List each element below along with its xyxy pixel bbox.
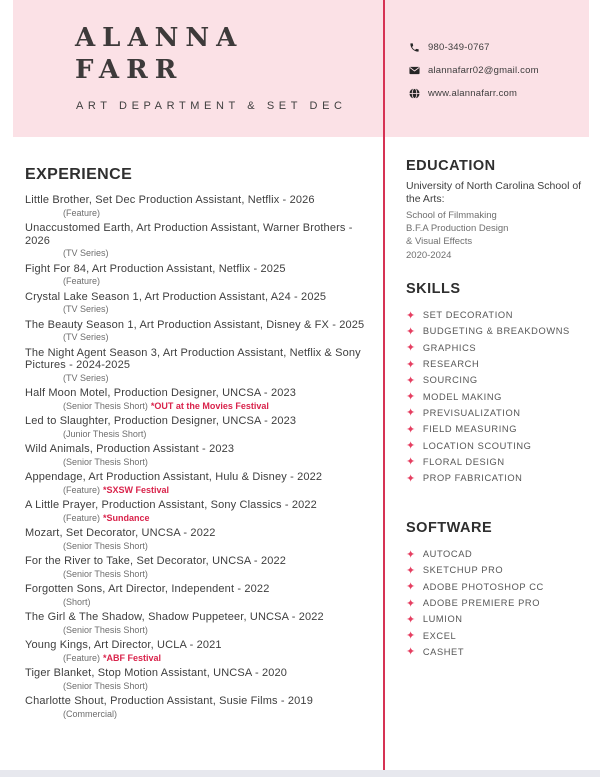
contact-block xyxy=(409,39,539,108)
experience-type-label: (TV Series) xyxy=(63,332,109,342)
software-item xyxy=(406,562,590,578)
experience-item xyxy=(25,443,377,468)
contact-phone xyxy=(409,39,539,55)
experience-type xyxy=(63,276,377,287)
software-label: CASHET xyxy=(422,646,465,657)
education-school: University of North Carolina School of the Arts: xyxy=(406,180,582,205)
skill-label: MODEL MAKING xyxy=(422,391,503,402)
sparkle-bullet-icon: ✦ xyxy=(406,645,416,659)
experience-title: Forgotten Sons, Art Director, Independent - 2022 xyxy=(25,583,270,595)
sparkle-bullet-icon: ✦ xyxy=(406,341,416,355)
skill-label: SET DECORATION xyxy=(422,310,514,321)
experience-title: Half Moon Motel, Production Designer, UNCSA - 2023 xyxy=(25,387,297,399)
software-label: EXCEL xyxy=(422,630,457,641)
experience-type-label: (TV Series) xyxy=(63,372,109,383)
experience-title: Young Kings, Art Director, UCLA - 2021 xyxy=(25,639,222,651)
skill-item xyxy=(406,454,590,470)
experience-item xyxy=(25,583,377,608)
experience-title: Charlotte Shout, Production Assistant, Susie Films - 2019 xyxy=(25,695,313,707)
experience-title: Crystal Lake Season 1, Art Production Assistant, A24 - 2025 xyxy=(25,290,327,303)
skill-item xyxy=(406,437,590,453)
experience-type-label: (Short) xyxy=(63,596,91,607)
experience-title: The Night Agent Season 3, Art Production Assistant, Netflix & Sony Pictures - 2024-2025 xyxy=(25,346,361,371)
experience-festival-note: *OUT at the Movies Festival xyxy=(150,400,269,411)
experience-type-label: (Feature) xyxy=(63,484,101,495)
experience-list xyxy=(25,194,377,720)
experience-type xyxy=(63,653,377,664)
skills-list xyxy=(406,307,590,486)
sparkle-bullet-icon: ✦ xyxy=(406,629,416,643)
experience-item xyxy=(25,387,377,412)
skill-label: GRAPHICS xyxy=(422,342,477,353)
experience-type-label: (Senior Thesis Short) xyxy=(63,568,148,579)
sparkle-bullet-icon: ✦ xyxy=(406,406,416,420)
experience-festival-note: *ABF Festival xyxy=(103,652,162,663)
contact-email xyxy=(409,62,539,78)
experience-item xyxy=(25,291,377,316)
education-detail-line: School of Filmmaking xyxy=(406,210,497,221)
software-label: SKETCHUP PRO xyxy=(422,565,504,576)
sparkle-bullet-icon: ✦ xyxy=(406,357,416,371)
experience-title: For the River to Take, Set Decorator, UNCSA - 2022 xyxy=(25,555,287,567)
software-label: LUMION xyxy=(422,614,463,625)
experience-title: Appendage, Art Production Assistant, Hulu & Disney - 2022 xyxy=(25,471,323,483)
skill-item xyxy=(406,307,590,323)
experience-title: The Beauty Season 1, Art Production Assistant, Disney & FX - 2025 xyxy=(25,318,365,331)
experience-type xyxy=(63,681,377,692)
experience-heading: EXPERIENCE xyxy=(25,166,133,183)
experience-type xyxy=(63,625,377,636)
experience-festival-note: *Sundance xyxy=(103,512,150,523)
experience-item xyxy=(25,347,377,384)
experience-type xyxy=(63,401,377,412)
experience-type xyxy=(63,248,377,259)
software-label: ADOBE PREMIERE PRO xyxy=(422,598,541,609)
phone-icon xyxy=(409,42,420,53)
experience-type-label: (Senior Thesis Short) xyxy=(63,680,148,691)
experience-type-label: (Feature) xyxy=(63,276,101,286)
experience-type-label: (Feature) xyxy=(63,512,101,523)
experience-item xyxy=(25,611,377,636)
software-label: ADOBE PHOTOSHOP CC xyxy=(422,581,544,592)
skill-label: LOCATION SCOUTING xyxy=(422,440,532,451)
sparkle-bullet-icon: ✦ xyxy=(406,455,416,469)
education-details xyxy=(406,209,590,262)
skills-heading: SKILLS xyxy=(406,281,461,297)
education-detail-line: 2020-2024 xyxy=(406,249,452,261)
education-heading: EDUCATION xyxy=(406,158,496,174)
experience-type xyxy=(63,208,377,219)
skill-item xyxy=(406,340,590,356)
experience-type-label: (Senior Thesis Short) xyxy=(63,456,148,467)
skill-item xyxy=(406,356,590,372)
experience-type xyxy=(63,373,377,384)
experience-type-label: (TV Series) xyxy=(63,304,109,314)
experience-title: The Girl & The Shadow, Shadow Puppeteer, UNCSA - 2022 xyxy=(25,611,324,623)
experience-item xyxy=(25,527,377,552)
experience-title: Wild Animals, Production Assistant - 2023 xyxy=(25,443,235,455)
experience-type-label: (Feature) xyxy=(63,207,101,218)
skill-label: BUDGETING & BREAKDOWNS xyxy=(422,326,570,337)
skill-label: SOURCING xyxy=(422,375,478,386)
experience-type xyxy=(63,709,377,720)
software-heading: SOFTWARE xyxy=(406,520,493,536)
experience-type xyxy=(63,597,377,608)
experience-type xyxy=(63,485,377,496)
software-item xyxy=(406,579,590,595)
experience-title: A Little Prayer, Production Assistant, Sony Classics - 2022 xyxy=(25,499,317,511)
skill-label: FIELD MEASURING xyxy=(422,424,518,435)
skills-section xyxy=(406,281,590,486)
experience-item xyxy=(25,667,377,692)
sparkle-bullet-icon: ✦ xyxy=(406,373,416,387)
sparkle-bullet-icon: ✦ xyxy=(406,324,416,338)
education-detail-line: B.F.A Production Design xyxy=(406,223,509,235)
experience-section xyxy=(25,166,377,723)
experience-type xyxy=(63,332,377,343)
experience-type-label: (Senior Thesis Short) xyxy=(63,624,148,635)
skill-item xyxy=(406,470,590,486)
experience-type-label: (TV Series) xyxy=(63,248,109,258)
experience-title: Fight For 84, Art Production Assistant, Netflix - 2025 xyxy=(25,262,286,275)
experience-item xyxy=(25,263,377,288)
website-url: www.alannafarr.com xyxy=(428,87,518,99)
skill-item xyxy=(406,388,590,404)
sparkle-bullet-icon: ✦ xyxy=(406,563,416,577)
skill-label: RESEARCH xyxy=(422,359,480,370)
sparkle-bullet-icon: ✦ xyxy=(406,547,416,561)
name-line-2: FARR xyxy=(75,55,184,85)
contact-website xyxy=(409,85,539,101)
sparkle-bullet-icon: ✦ xyxy=(406,439,416,453)
sparkle-bullet-icon: ✦ xyxy=(406,596,416,610)
experience-type-label: (Senior Thesis Short) xyxy=(63,400,148,411)
sparkle-bullet-icon: ✦ xyxy=(406,580,416,594)
skill-label: PROP FABRICATION xyxy=(422,473,523,484)
education-section xyxy=(406,158,590,262)
page-bottom-edge xyxy=(0,770,600,777)
email-icon xyxy=(409,65,420,76)
sparkle-bullet-icon: ✦ xyxy=(406,612,416,626)
skill-item xyxy=(406,372,590,388)
experience-type-label: (Senior Thesis Short) xyxy=(63,540,148,551)
sparkle-bullet-icon: ✦ xyxy=(406,390,416,404)
experience-type-label: (Junior Thesis Short) xyxy=(63,428,147,439)
experience-item xyxy=(25,471,377,496)
experience-title: Unaccustomed Earth, Art Production Assistant, Warner Brothers - 2026 xyxy=(25,222,353,247)
sparkle-bullet-icon: ✦ xyxy=(406,471,416,485)
experience-item xyxy=(25,222,377,259)
software-item xyxy=(406,595,590,611)
skill-item xyxy=(406,421,590,437)
experience-title: Tiger Blanket, Stop Motion Assistant, UNCSA - 2020 xyxy=(25,667,288,679)
experience-type xyxy=(63,541,377,552)
name-line-1: ALANNA xyxy=(75,23,244,53)
skill-label: FLORAL DESIGN xyxy=(422,456,505,467)
experience-type xyxy=(63,569,377,580)
software-section xyxy=(406,520,590,660)
experience-item xyxy=(25,695,377,720)
experience-type xyxy=(63,513,377,524)
candidate-name xyxy=(75,22,243,86)
experience-item xyxy=(25,194,377,219)
software-list xyxy=(406,546,590,660)
experience-title: Mozart, Set Decorator, UNCSA - 2022 xyxy=(25,527,216,539)
sparkle-bullet-icon: ✦ xyxy=(406,422,416,436)
experience-festival-note: *SXSW Festival xyxy=(103,484,170,495)
skill-item xyxy=(406,405,590,421)
experience-type-label: (Feature) xyxy=(63,652,101,663)
experience-type-label: (Commercial) xyxy=(63,708,117,719)
software-label: AUTOCAD xyxy=(422,549,473,560)
experience-title: Little Brother, Set Dec Production Assistant, Netflix - 2026 xyxy=(25,194,315,206)
email-address: alannafarr02@gmail.com xyxy=(428,64,539,76)
phone-number: 980-349-0767 xyxy=(428,41,490,53)
column-divider xyxy=(383,0,385,770)
skill-item xyxy=(406,323,590,339)
experience-item xyxy=(25,319,377,344)
sparkle-bullet-icon: ✦ xyxy=(406,308,416,322)
software-item xyxy=(406,644,590,660)
experience-item xyxy=(25,415,377,440)
globe-icon xyxy=(409,88,420,99)
experience-type xyxy=(63,304,377,315)
skill-label: PREVISUALIZATION xyxy=(422,407,521,418)
experience-item xyxy=(25,555,377,580)
candidate-title: ART DEPARTMENT & SET DEC xyxy=(76,100,347,112)
experience-item xyxy=(25,639,377,664)
experience-type xyxy=(63,457,377,468)
education-detail-line: & Visual Effects xyxy=(406,236,473,248)
experience-type xyxy=(63,429,377,440)
experience-item xyxy=(25,499,377,524)
software-item xyxy=(406,546,590,562)
software-item xyxy=(406,627,590,643)
experience-title: Led to Slaughter, Production Designer, UNCSA - 2023 xyxy=(25,415,297,427)
software-item xyxy=(406,611,590,627)
